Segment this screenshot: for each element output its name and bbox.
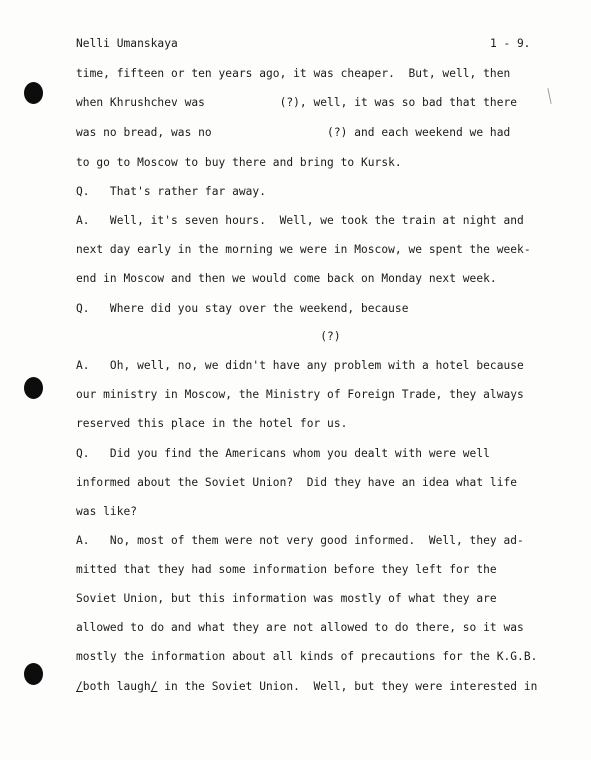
text-line: A. No, most of them were not very good informed. Well, they ad- [76, 534, 524, 547]
text-line: informed about the Soviet Union? Did they have an idea what life [76, 476, 518, 489]
page-number: 1 - 9. [490, 37, 531, 50]
punch-hole-top [24, 82, 43, 104]
margin-mark [547, 88, 551, 104]
text-line: to go to Moscow to buy there and bring to Kursk. [76, 156, 402, 169]
text-line: (?) [76, 330, 341, 343]
punch-hole-middle [24, 377, 43, 399]
bracket-close: / [150, 680, 158, 693]
text-line: mitted that they had some information before they left for the [76, 563, 497, 576]
text-line: was no bread, was no (?) and each weekend we had [76, 126, 511, 139]
text-line: Q. That's rather far away. [76, 185, 266, 198]
text-line-last [76, 680, 537, 694]
text-line: end in Moscow and then we would come back on Monday next week. [76, 272, 497, 285]
text-line: our ministry in Moscow, the Ministry of Foreign Trade, they always [76, 388, 524, 401]
last-line-rest: in the Soviet Union. Well, but they were interested in [157, 680, 538, 693]
text-line: was like? [76, 505, 138, 518]
text-line: mostly the information about all kinds of precautions for the K.G.B. [76, 650, 538, 663]
text-line: Soviet Union, but this information was mostly of what they are [76, 592, 497, 605]
text-line: Q. Did you find the Americans whom you dealt with were well [76, 447, 490, 460]
text-line: A. Well, it's seven hours. Well, we took the train at night and [76, 214, 524, 227]
text-line: time, fifteen or ten years ago, it was cheaper. But, well, then [76, 67, 511, 80]
text-line: Q. Where did you stay over the weekend, because [76, 302, 409, 315]
punch-hole-bottom [24, 663, 43, 685]
text-line: reserved this place in the hotel for us. [76, 417, 348, 430]
stage-direction: both laugh [82, 680, 151, 693]
text-line: next day early in the morning we were in Moscow, we spent the week- [76, 243, 531, 256]
text-line: A. Oh, well, no, we didn't have any problem with a hotel because [76, 359, 524, 372]
text-line: allowed to do and what they are not allowed to do there, so it was [76, 621, 524, 634]
bracket-open: / [76, 680, 83, 693]
text-line: when Khrushchev was (?), well, it was so bad that there [76, 96, 518, 109]
header-name: Nelli Umanskaya [76, 37, 178, 50]
